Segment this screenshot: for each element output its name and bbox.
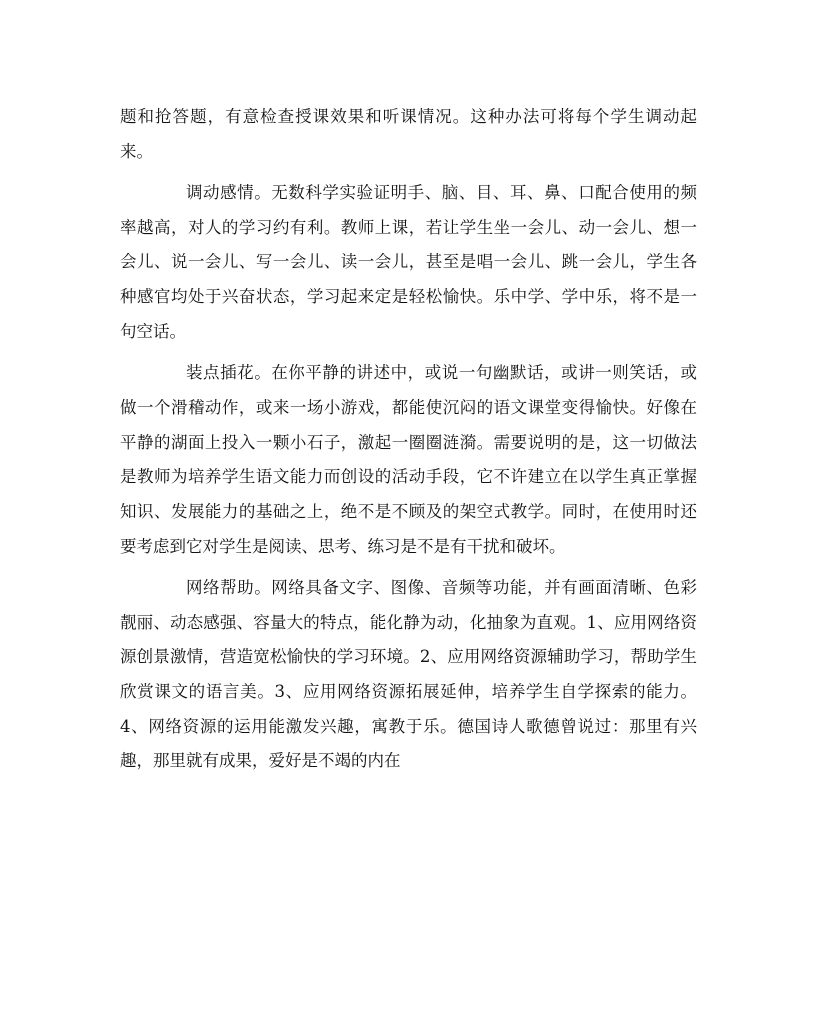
document-body [120,100,697,786]
paragraph-emotion: 调动感情。无数科学实验证明手、脑、目、耳、鼻、口配合使用的频率越高，对人的学习约有利。教师上课，若让学生坐一会儿、动一会儿、想一会儿、说一会儿、写一会儿、读一会儿，甚至是唱一会儿、跳一会儿，学生各种感官均处于兴奋状态，学习起来定是轻松愉快。乐中学、学中乐，将不是一句空话。 [120,183,697,341]
paragraph-network: 网络帮助。网络具备文字、图像、音频等功能，并有画面清晰、色彩靓丽、动态感强、容量大的特点，能化静为动，化抽象为直观。1、应用网络资源创景激情，营造宽松愉快的学习环境。2、应用网络资源辅助学习，帮助学生欣赏课文的语言美。3、应用网络资源拓展延伸，培养学生自学探索的能力。4、网络资源的运用能激发兴趣，寓教于乐。德国诗人歌德曾说过：那里有兴趣，那里就有成果，爱好是不竭的内在 [120,577,697,771]
paragraph-continuation: 题和抢答题，有意检查授课效果和听课情况。这种办法可将每个学生调动起来。 [120,107,697,161]
paragraph-decoration: 装点插花。在你平静的讲述中，或说一句幽默话，或讲一则笑话，或做一个滑稽动作，或来一场小游戏，都能使沉闷的语文课堂变得愉快。好像在平静的湖面上投入一颗小石子，激起一圈圈涟漪。需要说明的是，这一切做法是教师为培养学生语文能力而创设的活动手段，它不许建立在以学生真正掌握知识、发展能力的基础之上，绝不是不顾及的架空式教学。同时，在使用时还要考虑到它对学生是阅读、思考、练习是不是有干扰和破坏。 [120,363,697,556]
